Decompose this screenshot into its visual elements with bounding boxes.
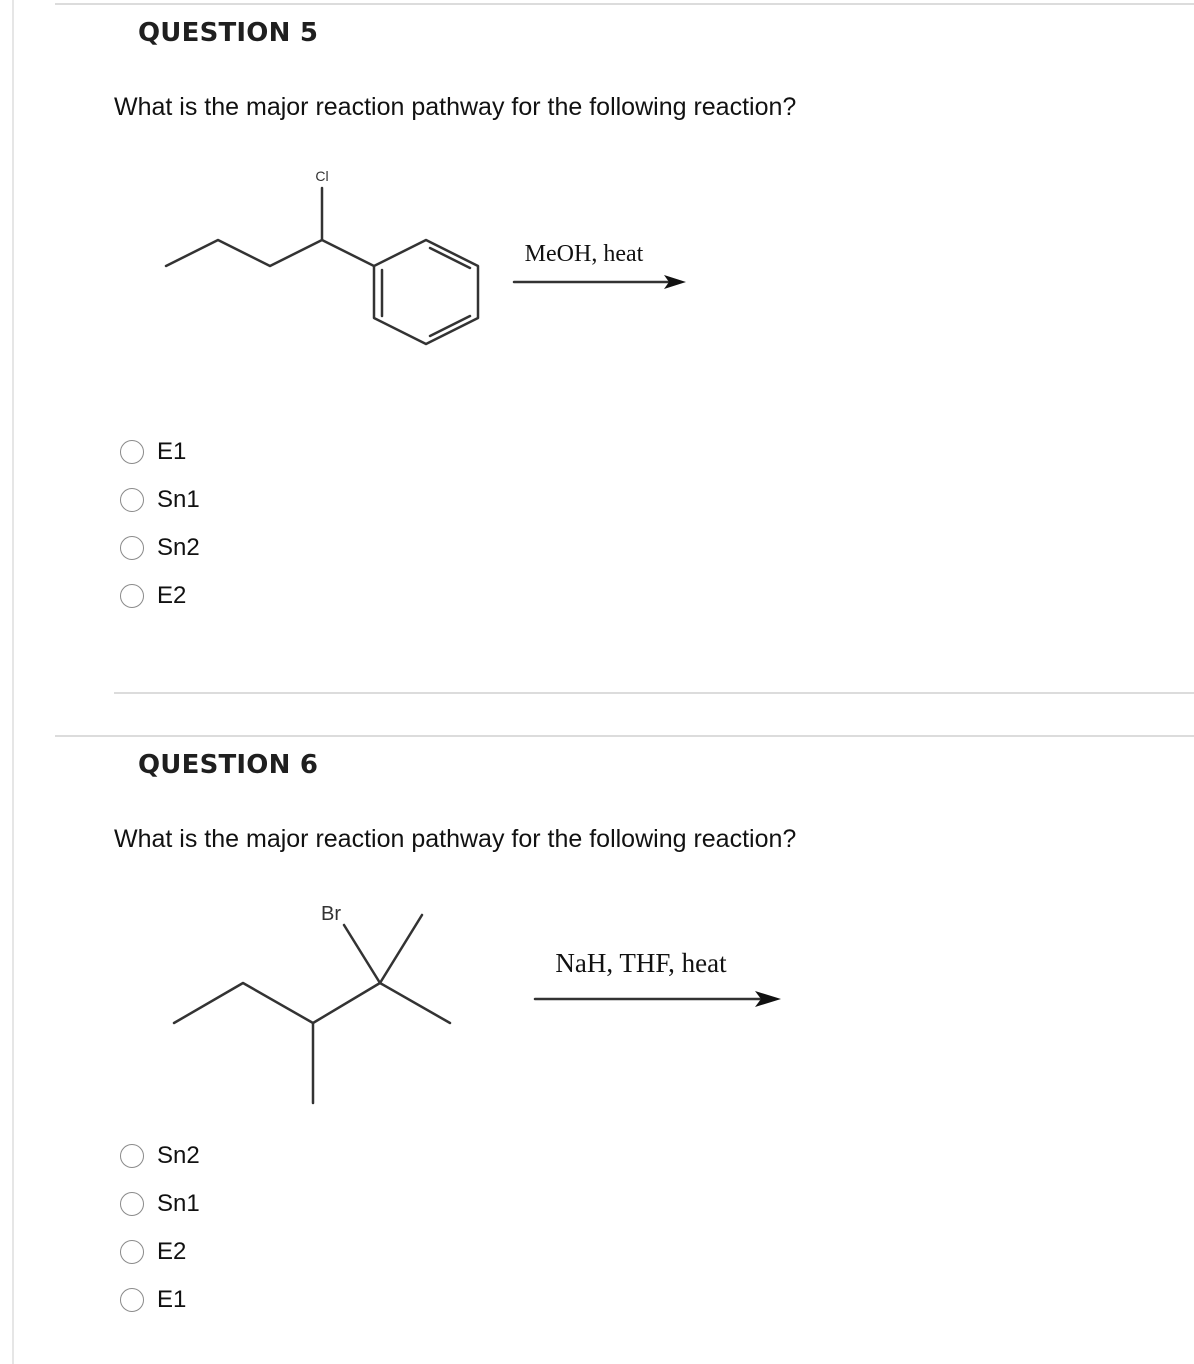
- option-label: Sn2: [157, 1142, 200, 1169]
- c-br-bond: [344, 925, 380, 983]
- radio-button[interactable]: [120, 440, 144, 464]
- question-5-top-divider: [55, 3, 1194, 5]
- question-5-title: QUESTION 5: [138, 18, 319, 48]
- reagent-label: MeOH, heat: [524, 241, 644, 267]
- question-5-structure: [0, 160, 1194, 400]
- radio-button[interactable]: [120, 1144, 144, 1168]
- chlorine-label: Cl: [315, 168, 329, 184]
- option-label: E2: [157, 1238, 187, 1265]
- benzene-ring: [374, 240, 478, 344]
- bromine-label: Br: [321, 903, 341, 925]
- question-6-options: [120, 1132, 200, 1324]
- question-5-bottom-divider: [114, 692, 1194, 694]
- radio-button[interactable]: [120, 584, 144, 608]
- option-label: Sn1: [157, 1190, 200, 1217]
- radio-button[interactable]: [120, 536, 144, 560]
- question-6-title: QUESTION 6: [138, 750, 319, 780]
- question-6-top-divider: [55, 735, 1194, 737]
- question-6-option[interactable]: [120, 1180, 200, 1228]
- radio-button[interactable]: [120, 1288, 144, 1312]
- question-6-prompt: What is the major reaction pathway for the following reaction?: [114, 825, 797, 853]
- option-label: E1: [157, 438, 187, 465]
- question-5-options: [120, 428, 200, 620]
- methyl-bond: [380, 983, 450, 1023]
- option-label: Sn2: [157, 534, 200, 561]
- radio-button[interactable]: [120, 488, 144, 512]
- question-5-option[interactable]: [120, 524, 200, 572]
- question-5-option[interactable]: [120, 572, 200, 620]
- option-label: E1: [157, 1286, 187, 1313]
- option-label: E2: [157, 582, 187, 609]
- option-label: Sn1: [157, 486, 200, 513]
- main-chain-bonds: [174, 983, 380, 1023]
- radio-button[interactable]: [120, 1240, 144, 1264]
- question-5-option[interactable]: [120, 476, 200, 524]
- question-5-prompt: What is the major reaction pathway for the following reaction?: [114, 93, 797, 121]
- question-6-structure: [0, 895, 1194, 1115]
- question-5-option[interactable]: [120, 428, 200, 476]
- question-6-option[interactable]: [120, 1228, 200, 1276]
- question-6-reaction-scheme: [0, 895, 1194, 1115]
- question-6-option[interactable]: [120, 1276, 200, 1324]
- question-6-option[interactable]: [120, 1132, 200, 1180]
- alkyl-chain-bonds: [166, 240, 374, 266]
- reagent-label: NaH, THF, heat: [555, 948, 727, 978]
- radio-button[interactable]: [120, 1192, 144, 1216]
- methyl-bond: [380, 915, 422, 983]
- question-5-reaction-scheme: [0, 160, 1194, 400]
